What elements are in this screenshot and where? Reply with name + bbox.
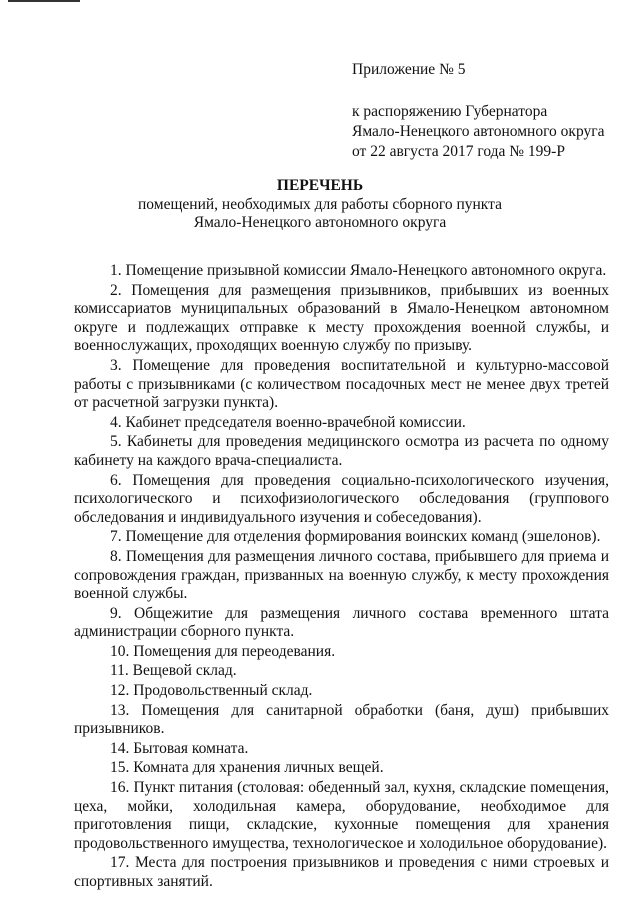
list-item: 16. Пункт питания (столовая: обеденный зал, кухня, складские помещения, цеха, мойки, холодильная камера, оборудование, необходимое для приготовления пищи, складские, кухонные помещения для хранения продовольственного имущества, технологическое и холодильное оборудование).: [74, 779, 609, 852]
document-subtitle: помещений, необходимых для работы сборного пункта: [138, 196, 502, 213]
list-item: 17. Места для построения призывников и проведения с ними строевых и спортивных занятий.: [74, 854, 609, 890]
list-item: 3. Помещение для проведения воспитательной и культурно-массовой работы с призывниками (с количеством посадочных мест не менее двух третей от расчетной загрузки пункта).: [74, 356, 609, 412]
appendix-block: [352, 60, 604, 162]
scan-edge-mark: [8, 0, 80, 2]
list-item: 11. Вещевой склад.: [110, 662, 237, 680]
appendix-region-line: Ямало-Ненецкого автономного округа: [352, 123, 605, 140]
document-subtitle-region: Ямало-Ненецкого автономного округа: [193, 214, 447, 231]
list-item: 15. Комната для хранения личных вещей.: [110, 759, 384, 777]
list-item: 13. Помещения для санитарной обработки (баня, душ) прибывших призывников.: [74, 701, 609, 738]
list-item: 14. Бытовая комната.: [110, 739, 249, 757]
premises-list: [74, 262, 609, 893]
appendix-number: Приложение № 5: [352, 61, 466, 78]
list-item: 12. Продовольственный склад.: [110, 682, 313, 700]
appendix-date-line: от 22 августа 2017 года № 199-Р: [352, 143, 565, 160]
list-item: 2. Помещения для размещения призывников, прибывших из военных комиссариатов муниципальных образований в Ямало-Ненецком автономном округе и подлежащих отправке к месту прохождения военной службы, и военнослужащих, проходящих военную службу по призыву.: [74, 281, 609, 355]
list-item: 8. Помещения для размещения личного состава, прибывшего для приема и сопровождения граждан, призванных на военную службу, к месту прохождения военной службы.: [74, 547, 609, 603]
list-item: 1. Помещение призывной комиссии Ямало-Ненецкого автономного округа.: [110, 262, 607, 279]
list-item: 6. Помещения для проведения социально-психологического изучения, психологического и психофизиологического обследования (группового обследования и индивидуального изучения и собеседования).: [74, 471, 609, 526]
list-item: 7. Помещение для отделения формирования воинских команд (эшелонов).: [110, 528, 601, 546]
document-title: ПЕРЕЧЕНЬ: [276, 177, 364, 194]
list-item: 10. Помещения для переодевания.: [110, 642, 336, 660]
list-item: 9. Общежитие для размещения личного состава временного штата администрации сборного пункта.: [74, 604, 609, 641]
list-item: 5. Кабинеты для проведения медицинского осмотра из расчета по одному кабинету на каждого врача-специалиста.: [74, 433, 609, 469]
document-heading: [0, 177, 640, 232]
list-item: 4. Кабинет председателя военно-врачебной комиссии.: [110, 413, 466, 431]
appendix-order-line: к распоряжению Губернатора: [352, 103, 548, 120]
